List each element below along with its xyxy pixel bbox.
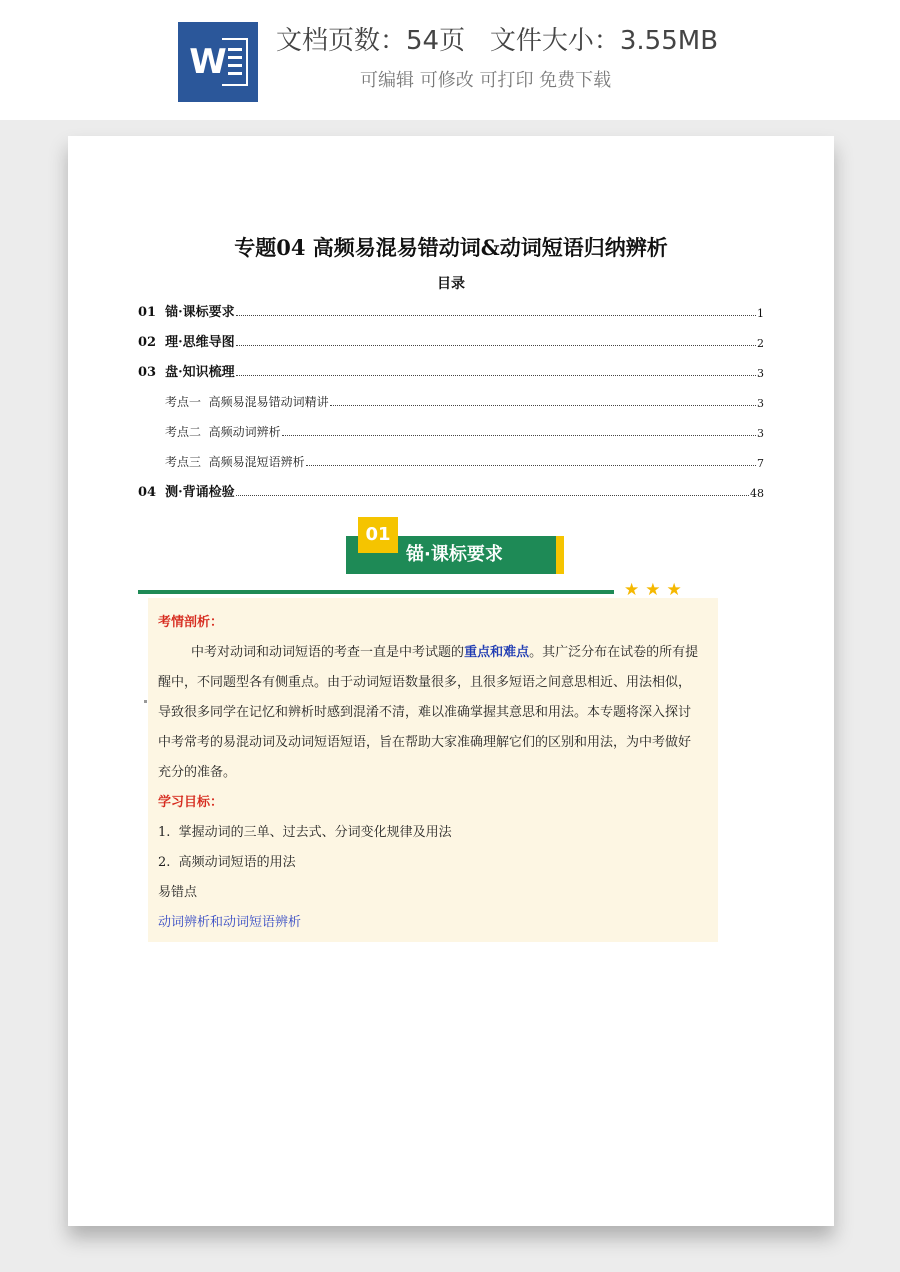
toc-entry-page: 48 (750, 487, 764, 500)
toc-entry-label: 考点一 高频易混易错动词精讲 (165, 395, 329, 409)
toc-entry-label: 02 理·思维导图 (138, 335, 235, 350)
toc-entry-page: 3 (757, 367, 764, 380)
toc-entry-page: 2 (757, 337, 764, 350)
toc-entry-page: 1 (757, 307, 764, 320)
section-number-badge: 01 (358, 517, 398, 553)
document-page (68, 136, 834, 1226)
word-icon-letter: W (189, 42, 227, 82)
toc-entry-label: 考点二 高频动词辨析 (165, 425, 281, 439)
toc-leader (236, 315, 756, 316)
goal-item: 2. 高频动词短语的用法 (158, 855, 296, 870)
highlight-text: 重点和难点 (464, 645, 530, 660)
document-title: 专题04 高频易混易错动词&动词短语归纳辨析 (234, 235, 668, 260)
analysis-heading: 考情剖析： (158, 615, 224, 630)
toc-entry[interactable] (138, 332, 764, 350)
section-divider (138, 590, 614, 594)
toc-entry-label: 考点三 高频易混短语辨析 (165, 455, 305, 469)
toc-leader (282, 435, 756, 436)
toc-subentry[interactable] (165, 392, 764, 410)
toc-entry-label: 01 锚·课标要求 (138, 305, 235, 320)
toc-leader (236, 495, 749, 496)
toc-entry-label: 03 盘·知识梳理 (138, 365, 235, 380)
banner-title: 文档页数：54页 文件大小：3.55MB (276, 26, 719, 56)
analysis-paragraph-line: 导致很多同学在记忆和辨析时感到混淆不清，难以准确掌握其意思和用法。本专题将深入探讨 (158, 705, 692, 720)
requirements-box (148, 598, 718, 942)
goals-heading: 学习目标： (158, 795, 224, 810)
toc-leader (306, 465, 756, 466)
toc-entry[interactable] (138, 362, 764, 380)
toc-entry-page: 3 (757, 427, 764, 440)
margin-mark (144, 700, 147, 703)
error-text: 动词辨析和动词短语辨析 (158, 915, 302, 930)
error-heading: 易错点 (158, 885, 198, 900)
word-document-icon (178, 22, 258, 102)
analysis-paragraph-line: 醒中，不同题型各有侧重点。由于动词短语数量很多，且很多短语之间意思相近、用法相似， (158, 675, 692, 690)
analysis-text: 。其广泛分布在试卷的所有提 (529, 645, 699, 660)
section-title: 锚·课标要求 (406, 544, 503, 565)
toc-entry[interactable] (138, 482, 764, 500)
analysis-text: 中考对动词和动词短语的考查一直是中考试题的 (158, 645, 465, 660)
toc-entry[interactable] (138, 302, 764, 320)
toc-subentry[interactable] (165, 452, 764, 470)
toc-leader (330, 405, 756, 406)
toc-entry-label: 04 测·背诵检验 (138, 485, 235, 500)
section-header-accent (556, 536, 564, 574)
analysis-paragraph-line (158, 644, 698, 662)
toc-subentry[interactable] (165, 422, 764, 440)
star-rating-icon: ★★★ (624, 582, 688, 598)
banner-subtitle: 可编辑 可修改 可打印 免费下载 (360, 70, 612, 91)
analysis-paragraph-line: 充分的准备。 (158, 765, 237, 780)
toc-entry-page: 7 (757, 457, 764, 470)
download-banner (0, 0, 900, 120)
goal-item: 1. 掌握动词的三单、过去式、分词变化规律及用法 (158, 825, 452, 840)
toc-leader (236, 345, 756, 346)
toc-heading: 目录 (437, 276, 465, 292)
analysis-paragraph-line: 中考常考的易混动词及动词短语短语，旨在帮助大家准确理解它们的区别和用法，为中考做好 (158, 735, 692, 750)
toc-entry-page: 3 (757, 397, 764, 410)
word-icon-page (222, 38, 248, 86)
toc-leader (236, 375, 756, 376)
